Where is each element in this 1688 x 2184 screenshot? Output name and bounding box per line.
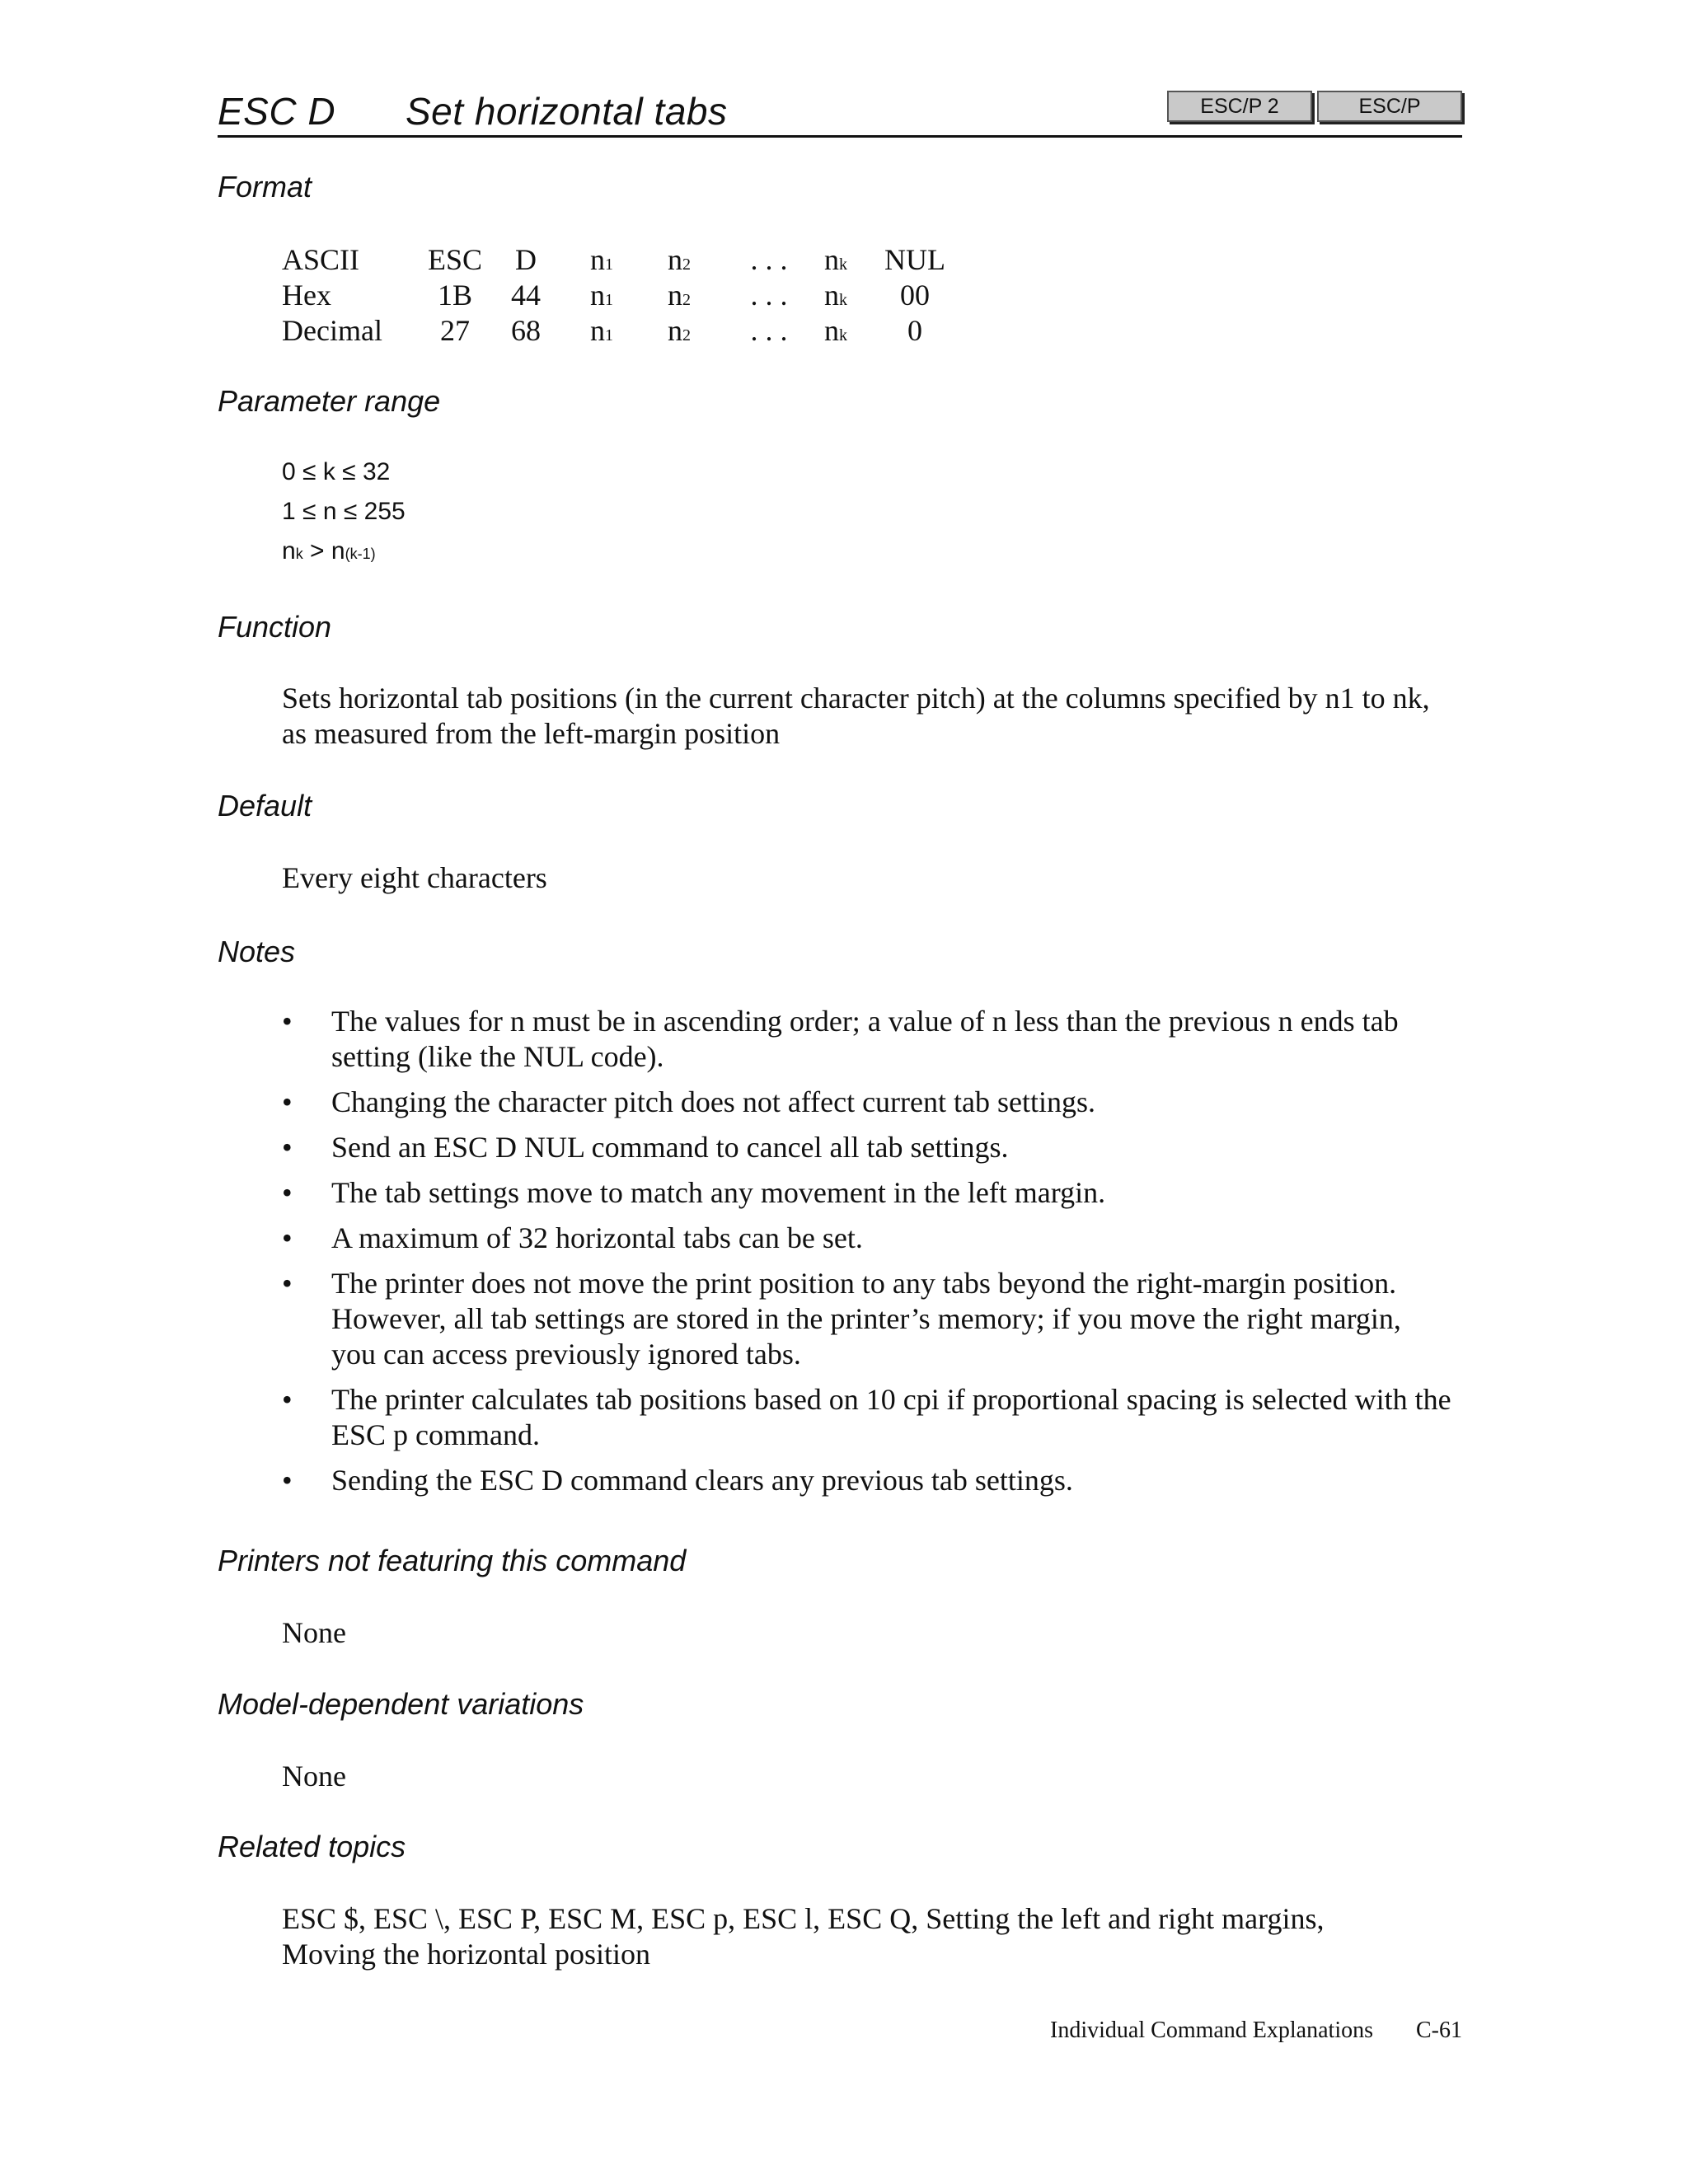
- bullet: •: [282, 1131, 293, 1164]
- model-variations-text: None: [282, 1760, 346, 1793]
- format-param-nk: nk: [824, 314, 847, 347]
- list-item: • A maximum of 32 horizontal tabs can be set.: [282, 1221, 863, 1254]
- printers-not-featuring-heading: Printers not featuring this command: [218, 1544, 687, 1577]
- param-order-rule: nk > n(k-1): [282, 537, 376, 565]
- format-param-n1: n1: [590, 243, 613, 276]
- badge-escp2: ESC/P 2: [1167, 91, 1312, 122]
- page-footer: [1050, 2018, 1462, 2044]
- footer-section-title: Individual Command Explanations: [1050, 2018, 1373, 2043]
- format-cell: ESC: [427, 243, 483, 276]
- format-param-n2: n2: [668, 279, 691, 312]
- list-item: • Send an ESC D NUL command to cancel all tab settings.: [282, 1131, 1009, 1164]
- bullet: •: [282, 1176, 293, 1209]
- list-item: • The printer does not move the print position to any tabs beyond the right-margin position. However, all tab settings are stored in the printer’s memory; if you move the right margin, you can access previously ignored tabs.: [282, 1267, 1401, 1371]
- list-item: • The tab settings move to match any movement in the left margin.: [282, 1176, 1106, 1209]
- format-param-n1: n1: [590, 279, 613, 312]
- function-text: Sets horizontal tab positions (in the current character pitch) at the columns specified by n1 to nk, as measured from the left-margin position: [282, 682, 1430, 750]
- notes-list: [282, 1004, 1452, 1508]
- bullet: •: [282, 1464, 293, 1497]
- format-cell: D: [515, 243, 537, 276]
- default-heading: Default: [218, 789, 312, 823]
- format-param-n2: n2: [668, 314, 691, 347]
- format-ellipsis: . . .: [750, 279, 788, 312]
- param-n-range: 1 ≤ n ≤ 255: [282, 498, 406, 525]
- model-variations-heading: Model-dependent variations: [218, 1687, 584, 1721]
- parameter-range-heading: Parameter range: [218, 384, 441, 418]
- format-cell: 68: [511, 314, 541, 347]
- related-topics-text: ESC $, ESC \, ESC P, ESC M, ESC p, ESC l, ESC Q, Setting the left and right margins, Moving the horizontal position: [282, 1902, 1325, 1971]
- command-title: Set horizontal tabs: [406, 90, 728, 133]
- command-code: ESC D: [218, 90, 336, 133]
- bullet: •: [282, 1383, 293, 1416]
- default-text: Every eight characters: [282, 861, 547, 894]
- notes-heading: Notes: [218, 935, 296, 968]
- list-item: • The values for n must be in ascending order; a value of n less than the previous n ends tab setting (like the NUL code).: [282, 1005, 1399, 1073]
- bullet: •: [282, 1267, 293, 1300]
- list-item: • Sending the ESC D command clears any previous tab settings.: [282, 1464, 1073, 1497]
- related-topics-heading: Related topics: [218, 1830, 406, 1863]
- format-ellipsis: . . .: [750, 243, 788, 276]
- format-cell: 1B: [437, 279, 472, 312]
- page-number: C-61: [1416, 2018, 1462, 2043]
- format-cell: 44: [511, 279, 541, 312]
- bullet: •: [282, 1221, 293, 1254]
- format-cell: 0: [907, 314, 922, 347]
- format-cell: 00: [900, 279, 930, 312]
- format-label: ASCII: [282, 243, 360, 276]
- bullet: •: [282, 1005, 293, 1038]
- function-heading: Function: [218, 610, 332, 644]
- list-item: • Changing the character pitch does not affect current tab settings.: [282, 1085, 1095, 1118]
- format-param-nk: nk: [824, 243, 847, 276]
- format-cell: NUL: [884, 243, 945, 276]
- format-param-n2: n2: [668, 243, 691, 276]
- format-ellipsis: . . .: [750, 314, 788, 347]
- badge-escp: ESC/P: [1317, 91, 1462, 122]
- list-item: • The printer calculates tab positions based on 10 cpi if proportional spacing is selected with the ESC p command.: [282, 1383, 1451, 1451]
- bullet: •: [282, 1085, 293, 1118]
- format-heading: Format: [218, 170, 312, 204]
- format-param-n1: n1: [590, 314, 613, 347]
- command-header: [218, 86, 1462, 138]
- printers-not-featuring-text: None: [282, 1616, 346, 1649]
- format-label: Decimal: [282, 314, 382, 347]
- format-label: Hex: [282, 279, 331, 312]
- param-k-range: 0 ≤ k ≤ 32: [282, 458, 391, 485]
- compatibility-badges: [1167, 91, 1462, 122]
- format-param-nk: nk: [824, 279, 847, 312]
- format-cell: 27: [440, 314, 470, 347]
